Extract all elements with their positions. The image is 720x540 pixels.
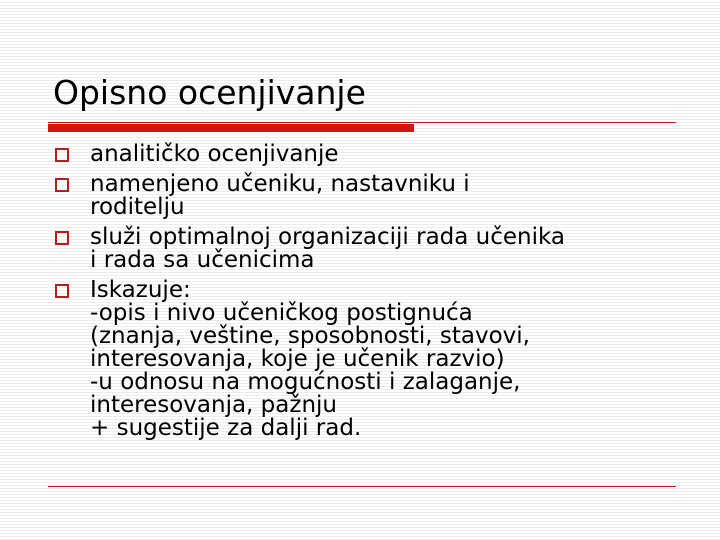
bullet-line: analitičko ocenjivanje <box>90 141 339 167</box>
bullet-line: Iskazuje: <box>90 277 191 303</box>
bullet-line: interesovanja, pažnju <box>90 392 337 418</box>
bullet-line: interesovanja, koje je učenik razvio) <box>90 346 505 372</box>
bottom-rule <box>48 486 676 487</box>
bullet-line: roditelju <box>90 194 185 220</box>
bullet-line: i rada sa učenicima <box>90 247 315 273</box>
bullet-line: + sugestije za dalji rad. <box>90 415 362 441</box>
bullet-item <box>54 169 694 222</box>
hollow-square-icon <box>55 178 69 192</box>
hollow-square-icon <box>55 148 69 162</box>
hollow-square-icon <box>55 231 69 245</box>
title-accent-bar <box>48 124 414 132</box>
slide-title: Opisno ocenjivanje <box>53 73 366 112</box>
bullet-line: -u odnosu na mogućnosti i zalaganje, <box>90 369 521 395</box>
bullet-line: -opis i nivo učeničkog postignuća <box>90 300 473 326</box>
bullet-list <box>54 139 694 443</box>
hollow-square-icon <box>55 284 69 298</box>
bullet-item <box>54 139 694 169</box>
bullet-line: služi optimalnoj organizaciji rada učenika <box>90 224 566 250</box>
title-underline-rule <box>48 122 676 123</box>
bullet-line: namenjeno učeniku, nastavniku i <box>90 171 470 197</box>
bullet-item <box>54 222 694 275</box>
bullet-line: (znanja, veštine, sposobnosti, stavovi, <box>90 323 530 349</box>
bullet-item <box>54 275 694 443</box>
